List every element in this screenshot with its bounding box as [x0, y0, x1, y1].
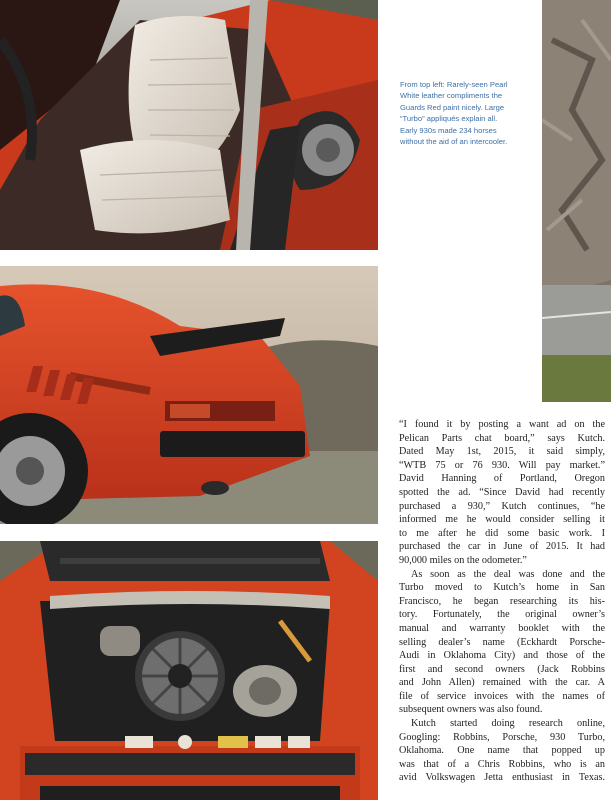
body-line: purchased the car in June of 2015. It had [399, 541, 605, 553]
caption-line: “Turbo” appliqués explain all. [400, 114, 498, 124]
body-line: file of service invoices with the names of [399, 690, 605, 702]
body-line: to me after he did some basic work. I [399, 527, 605, 539]
caption-line: From top left: Rarely-seen Pearl [400, 80, 508, 89]
engine-bay-photo [0, 541, 378, 800]
caption-line: White leather compliments the [400, 91, 503, 101]
body-line: “WTB 75 or 76 930. Will pay market.” [399, 459, 605, 471]
body-line: selling dealer’s name (Eckhardt Porsche- [399, 636, 605, 648]
body-line: Audi in Oklahoma City) and those of the [399, 650, 605, 662]
body-line: subsequent owners was also found. [399, 704, 543, 716]
body-line: first and second owners (Jack Robbins [399, 663, 605, 675]
body-line: Dated May 1st, 2015, it said simply, [399, 446, 605, 458]
photo-caption [400, 79, 534, 147]
body-line: avid Volkswagen Jetta enthusiast in Texas. [399, 772, 605, 784]
body-line: Oklahoma. One name that popped up [399, 745, 605, 757]
body-line: Turbo moved to Kutch’s home in San [399, 582, 605, 594]
body-line: and John Allen) remained with the car. A [399, 677, 605, 689]
caption-line: without the aid of an intercooler. [400, 137, 508, 147]
body-line: “I found it by posting a want ad on the [399, 419, 605, 430]
body-line: 90,000 miles on the odometer.” [399, 554, 527, 566]
body-line: As soon as the deal was done and the [411, 568, 605, 580]
body-line: David Hanning of Portland, Oregon [399, 473, 605, 485]
body-line: spotted the ad. “Since David had recently [399, 486, 605, 498]
caption-line: Early 930s made 234 horses [400, 125, 497, 135]
caption-line: Guards Red paint nicely. Large [400, 102, 505, 112]
body-line: Kutch started doing research online, [411, 718, 605, 730]
interior-photo [0, 0, 378, 250]
body-line: purchased a 930,” Kutch continues, “he [399, 500, 605, 512]
body-line: Francisco, he began researching its his- [399, 595, 605, 607]
body-line: tory. Fortunately, the original owner’s [399, 609, 605, 621]
body-line: manual and warranty booklet with the [399, 622, 605, 634]
body-line: was that of a Chris Robbins, who is an [399, 758, 605, 770]
article-body [399, 418, 605, 785]
body-line: Pelican Parts chat board,” says Kutch. [399, 432, 605, 444]
rear-wing-photo [0, 266, 378, 524]
body-line: Googling: Robbins, Porsche, 930 Turbo, [399, 731, 605, 743]
body-line: informed me he would consider selling it [399, 514, 605, 526]
rock-road-photo [542, 0, 611, 402]
